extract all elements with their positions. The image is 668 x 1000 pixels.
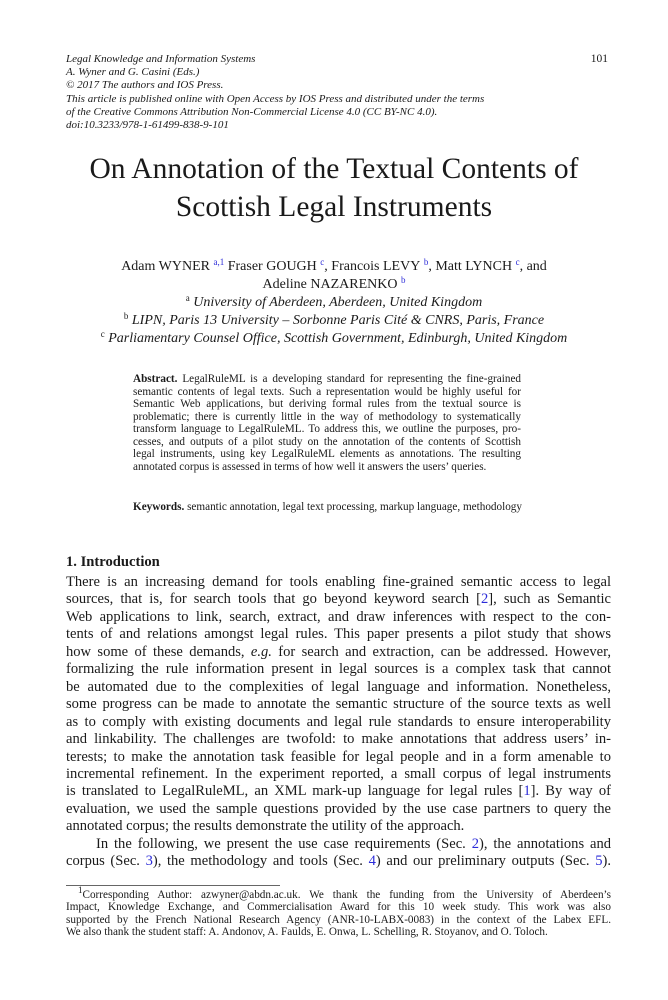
body-text: how some of these demands, — [66, 643, 251, 660]
emphasis-text: e.g. — [250, 643, 272, 660]
abstract-line: annotated corpus is assessed in terms of how well it answers the users’ queries. — [133, 460, 487, 473]
reference-link[interactable]: 2 — [471, 835, 479, 852]
body-text: some progress can be made to annotate the semantic structure of the source texts as well — [66, 696, 611, 713]
abstract-line: problematic; there is currently little in the way of methodology to systematically — [133, 410, 521, 423]
author-affiliation-link[interactable]: c — [515, 257, 520, 267]
abstract-line: cesses, and outputs of a pilot study on the annotation of the contents of Scottish — [133, 435, 521, 448]
header-line: A. Wyner and G. Casini (Eds.) — [66, 66, 200, 79]
body-text: annotated corpus; the results demonstrate the utility of the approach. — [66, 818, 465, 835]
header-line: © 2017 The authors and IOS Press. — [66, 79, 224, 92]
title-line: Scottish Legal Instruments — [175, 191, 493, 223]
running-header — [66, 53, 606, 132]
footnote-line: supported by the French National Research Agency (ANR-10-LABX-0083) in the context of the Labex EFL. — [66, 913, 611, 926]
footnote-line: Impact, Knowledge Exchange, and Commercialisation Award for this 10 week study. This work was also — [66, 901, 611, 914]
affiliation-mark: b — [123, 311, 129, 321]
affiliation-mark: c — [100, 329, 105, 339]
body-text: be automated due to the complexities of legal language and information. Nonetheless, — [66, 678, 611, 695]
body-line — [66, 574, 611, 591]
section-heading: 1. Introduction — [66, 554, 160, 570]
author-list — [0, 258, 668, 294]
separator: , — [428, 259, 436, 274]
author-affiliation-link[interactable]: b — [423, 257, 429, 267]
abstract — [133, 373, 521, 473]
reference-link[interactable]: 2 — [481, 591, 489, 608]
author-name: Adam WYNER — [121, 259, 210, 274]
body-text: is translated to LegalRuleML, an XML mark-up language for legal rules [ — [66, 783, 524, 800]
footnote-line: We also thank the student staff: A. Andonov, A. Faulds, E. Onwa, L. Schelling, R. Stoyanov, and O. Toloch. — [66, 926, 548, 939]
body-line — [66, 696, 611, 713]
body-line — [66, 644, 611, 661]
header-line: of the Creative Commons Attribution Non-Commercial License 4.0 (CC BY-NC 4.0). — [66, 105, 438, 118]
body-line — [66, 749, 611, 766]
reference-link[interactable]: 3 — [145, 853, 153, 870]
body-line — [66, 591, 611, 608]
footnote-mark: 1 — [78, 885, 83, 895]
abstract-line: Semantic Web applications, but deriving formal rules from the textual source is — [133, 398, 521, 410]
keywords — [133, 501, 553, 514]
body-line — [66, 609, 611, 626]
body-text: corpus (Sec. — [66, 853, 146, 870]
affiliation-text: University of Aberdeen, Aberdeen, United Kingdom — [193, 295, 483, 310]
author-name: Matt LYNCH — [435, 259, 513, 274]
body-text: ). — [602, 853, 611, 870]
body-text: ), the methodology and tools (Sec. — [152, 853, 369, 870]
body-line — [66, 853, 611, 870]
body-line — [66, 783, 611, 800]
affiliations — [0, 294, 668, 348]
reference-link[interactable]: 1 — [523, 783, 531, 800]
body-text: as to comply with existing documents and legal rule standards to ensure interoperability — [66, 713, 611, 730]
body-line — [66, 731, 611, 748]
author-name: Adeline NAZARENKO — [262, 277, 398, 292]
body-text: evaluation, we used the sample questions provided by the use case partners to query the — [66, 800, 611, 817]
introduction-body — [66, 574, 611, 871]
affiliation-mark: a — [185, 293, 190, 303]
affiliation — [0, 330, 668, 348]
affiliation-text: LIPN, Paris 13 University – Sorbonne Paris Cité & CNRS, Paris, France — [131, 313, 545, 328]
abstract-line: semantic contents of legal texts. Such a representation would be highly useful for — [133, 385, 521, 398]
reference-link[interactable]: 4 — [368, 853, 376, 870]
body-text: tents of and relations amongst legal rules. This paper presents a pilot study that shows — [66, 626, 611, 643]
separator: , — [324, 259, 332, 274]
footnote-line: Corresponding Author: azwyner@abdn.ac.uk. We thank the funding from the University of Aberdeen’s — [82, 889, 611, 901]
body-text: There is an increasing demand for tools enabling fine-grained semantic access to legal — [66, 574, 611, 590]
abstract-line: LegalRuleML is a developing standard for representing the fine-grained — [182, 373, 522, 385]
body-line — [66, 836, 611, 853]
abstract-line: transform language to LegalRuleML. To address this, we outline the purposes, pro- — [133, 423, 521, 435]
body-text: sources, that is, for search tools that go beyond keyword search [ — [66, 591, 482, 608]
body-text: ) and our preliminary outputs (Sec. — [375, 853, 596, 870]
affiliation — [0, 294, 668, 312]
title-line: On Annotation of the Textual Contents of — [89, 153, 579, 185]
abstract-line: legal instruments, using key LegalRuleML elements as annotations. The resulting — [133, 448, 521, 460]
body-line — [66, 661, 611, 678]
header-line: This article is published online with Open Access by IOS Press and distributed under the terms — [66, 92, 485, 105]
keywords-text: semantic annotation, legal text processing, markup language, methodology — [187, 501, 522, 513]
body-text: ), the annotations and — [478, 835, 612, 852]
body-line — [66, 766, 611, 783]
paper-title — [0, 150, 668, 226]
affiliation — [0, 312, 668, 330]
keywords-label: Keywords. — [133, 501, 185, 513]
body-text: In the following, we present the use case requirements (Sec. — [96, 835, 472, 852]
footnote — [66, 885, 611, 939]
body-line — [66, 679, 611, 696]
body-text: terests; to make the annotation task feasible for legal people and in a form amenable to — [66, 748, 611, 765]
abstract-label: Abstract. — [133, 373, 178, 385]
author-name: Fraser GOUGH — [227, 259, 317, 274]
separator: , and — [519, 259, 547, 274]
body-line — [66, 626, 611, 643]
body-line — [66, 801, 611, 818]
author-affiliation-link[interactable]: c — [320, 257, 325, 267]
author-name: Francois LEVY — [331, 259, 421, 274]
body-text: ]. By way of — [530, 783, 611, 800]
reference-link[interactable]: 5 — [595, 853, 603, 870]
header-line: Legal Knowledge and Information Systems — [66, 53, 256, 65]
footnote-divider — [66, 885, 280, 886]
affiliation-text: Parliamentary Counsel Office, Scottish Government, Edinburgh, United Kingdom — [108, 331, 568, 346]
header-line: doi:10.3233/978-1-61499-838-9-101 — [66, 119, 229, 132]
body-text: for search and extraction, can be addressed. However, — [271, 643, 611, 660]
body-text: incremental refinement. In the experiment reported, a small corpus of legal instruments — [66, 765, 611, 782]
body-text: Web applications to link, search, extract, and draw inferences with respect to the con- — [66, 608, 611, 625]
author-affiliation-link[interactable]: b — [400, 275, 406, 285]
body-text: ], such as Semantic — [488, 591, 611, 608]
page-number: 101 — [590, 53, 608, 65]
body-line — [66, 818, 611, 835]
body-line — [66, 714, 611, 731]
author-affiliation-link[interactable]: a,1 — [213, 257, 225, 267]
body-text: and linkability. The challenges are twofold: to make annotations that address users’ in- — [66, 731, 611, 748]
body-text: formalizing the rule information present in legal sources is a complex task that cannot — [66, 661, 611, 678]
